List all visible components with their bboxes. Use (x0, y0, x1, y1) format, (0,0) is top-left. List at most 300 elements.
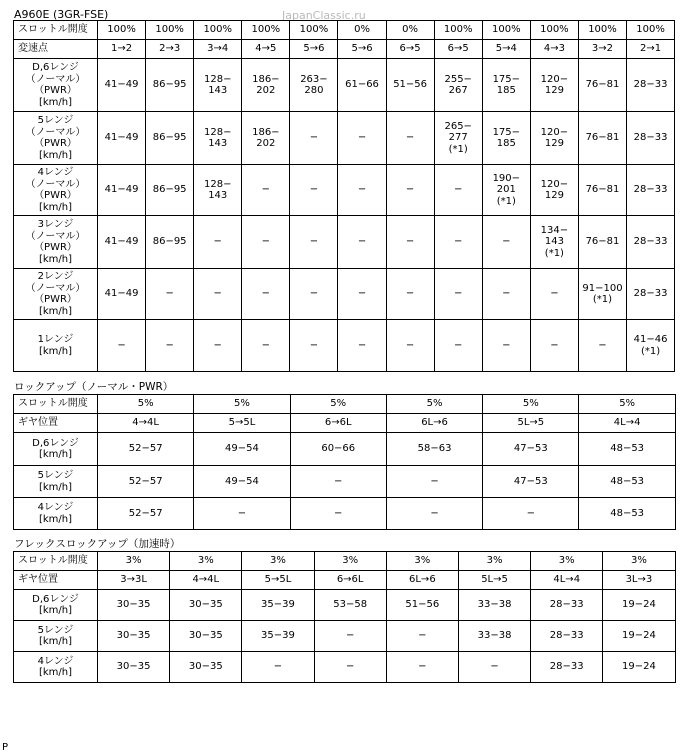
table-cell (146, 112, 194, 165)
table-row (14, 112, 675, 165)
cell-text: 143 (544, 236, 564, 248)
cell-text: 185 (496, 138, 516, 149)
table-cell (242, 165, 290, 216)
cell-text: 175− (492, 126, 521, 138)
header-cell (194, 21, 242, 40)
header-cell (314, 571, 386, 590)
cell-text: − (418, 630, 427, 642)
cell-text: [km/h] (38, 667, 73, 678)
cell-text: 58−63 (417, 443, 452, 455)
cell-text: 263− (300, 73, 328, 85)
cell-text: 28−33 (633, 79, 668, 91)
cell-text: 100% (588, 24, 617, 36)
table-cell (314, 652, 386, 683)
cell-text: 5→5L (228, 417, 256, 429)
cell-text: − (309, 288, 319, 300)
cell-text: 1→2 (110, 43, 133, 55)
table-row (14, 216, 675, 269)
cell-text: (*1) (544, 247, 564, 259)
cell-text: (*1) (592, 294, 613, 305)
table-cell (578, 59, 626, 112)
table-cell (242, 621, 314, 652)
cell-text: 41−46 (633, 334, 668, 345)
table-cell (434, 216, 482, 269)
cell-text: 4→4L (132, 417, 159, 429)
cell-text: 5% (619, 398, 636, 410)
table-cell (531, 590, 603, 621)
cell-text: 30−35 (116, 661, 151, 673)
table-cell (627, 165, 675, 216)
cell-text: （ノーマル） (25, 126, 86, 138)
header-cell (98, 395, 194, 414)
cell-text: − (213, 236, 222, 248)
header-cell (146, 40, 194, 59)
cell-text: 3L→3 (625, 574, 653, 586)
range-label (14, 165, 98, 216)
cell-text: 49−54 (225, 443, 259, 455)
table-cell (290, 320, 338, 372)
cell-text: 265− (444, 120, 472, 132)
table-cell (627, 112, 675, 165)
cell-text: 280 (304, 85, 324, 96)
header-cell (170, 552, 242, 571)
header-cell (98, 21, 146, 40)
cell-text: 6L→6 (421, 417, 448, 429)
header-cell (579, 414, 675, 433)
cell-text: 60−66 (321, 443, 356, 455)
table-cell (386, 466, 482, 498)
lockup-section-title: ロックアップ（ノーマル・PWR） (14, 381, 174, 393)
cell-text: 49−54 (225, 475, 259, 487)
table-cell (578, 165, 626, 216)
header-cell (194, 395, 290, 414)
header-cell (386, 21, 434, 40)
cell-text: 76−81 (585, 132, 620, 144)
range-label (14, 466, 98, 498)
range-label (14, 269, 98, 320)
cell-text: 41−49 (104, 184, 139, 196)
cell-text: − (357, 132, 367, 144)
table-cell (98, 498, 194, 530)
cell-text: 61−66 (345, 79, 379, 91)
cell-text: 100% (492, 24, 521, 36)
cell-text: 120− (540, 178, 569, 190)
table-cell (98, 652, 170, 683)
cell-text: 129 (544, 138, 564, 149)
cell-text: 47−53 (513, 475, 548, 487)
cell-text: 190− (492, 172, 521, 184)
cell-text: 5レンジ (37, 115, 74, 126)
cell-text: − (454, 288, 463, 300)
cell-text: 47−53 (513, 443, 548, 455)
lockup-table (13, 394, 676, 530)
header-label (14, 395, 98, 414)
cell-text: 30−35 (116, 630, 151, 642)
table-cell (290, 165, 338, 216)
cell-text: 100% (203, 24, 233, 36)
header-row (14, 571, 676, 590)
table-cell (386, 433, 482, 466)
table-cell (434, 320, 482, 372)
table-cell (290, 59, 338, 112)
cell-text: − (418, 661, 427, 673)
cell-text: 3→3L (120, 574, 147, 586)
cell-text: − (334, 507, 343, 519)
cell-text: (*1) (448, 143, 468, 155)
header-cell (170, 571, 242, 590)
cell-text: − (309, 236, 319, 248)
cell-text: − (261, 236, 271, 248)
table-cell (194, 433, 290, 466)
table-cell (530, 59, 578, 112)
table-cell (386, 216, 434, 269)
cell-text: 76−81 (585, 184, 620, 196)
cell-text: − (502, 236, 511, 248)
table-cell (98, 269, 146, 320)
table-cell (530, 320, 578, 372)
page-marker: P (2, 742, 9, 753)
table-cell (194, 269, 242, 320)
table-row (14, 269, 675, 320)
header-cell (530, 21, 578, 40)
table-cell (98, 320, 146, 372)
cell-text: 255− (444, 73, 472, 85)
cell-text: − (526, 507, 536, 519)
table-cell (482, 112, 530, 165)
header-cell (146, 21, 194, 40)
cell-text: 186− (252, 126, 280, 138)
cell-text: (*1) (496, 195, 516, 207)
table-cell (98, 621, 170, 652)
table-cell (434, 112, 482, 165)
cell-text: [km/h] (38, 605, 73, 616)
cell-text: D,6レンジ (32, 593, 79, 605)
cell-text: 5L→5 (481, 574, 508, 586)
cell-text: 2→3 (159, 43, 181, 55)
header-cell (242, 552, 314, 571)
cell-text: 175− (492, 73, 521, 85)
table-cell (386, 269, 434, 320)
table-cell (482, 59, 530, 112)
table-cell (531, 652, 603, 683)
table-cell (242, 320, 290, 372)
cell-text: 100% (299, 24, 329, 36)
table-cell (98, 59, 146, 112)
table-row (14, 590, 676, 621)
cell-text: 5→6 (303, 43, 325, 55)
header-cell (482, 40, 530, 59)
table-cell (146, 59, 194, 112)
cell-text: 267 (448, 85, 468, 96)
header-cell (314, 552, 386, 571)
table-cell (627, 216, 675, 269)
cell-text: 3% (270, 555, 286, 567)
cell-text: 2レンジ (37, 271, 74, 282)
table-row (14, 165, 675, 216)
header-cell (290, 40, 338, 59)
cell-text: − (490, 661, 499, 673)
cell-text: 5% (330, 398, 347, 410)
table-cell (386, 112, 434, 165)
header-label (14, 552, 98, 571)
cell-text: 134− (540, 224, 569, 236)
cell-text: 28−33 (633, 288, 668, 300)
table-cell (434, 165, 482, 216)
table-cell (242, 112, 290, 165)
table-cell (482, 269, 530, 320)
range-label (14, 59, 98, 112)
header-cell (578, 40, 626, 59)
table-cell (98, 165, 146, 216)
table-cell (458, 652, 530, 683)
table-cell (627, 269, 675, 320)
header-cell (603, 552, 675, 571)
table-cell (434, 269, 482, 320)
table-cell (98, 433, 194, 466)
table-cell (338, 165, 386, 216)
header-cell (194, 414, 290, 433)
cell-text: （ノーマル） (25, 178, 86, 190)
table-cell (194, 165, 242, 216)
header-cell (482, 21, 530, 40)
cell-text: − (117, 339, 126, 351)
table-cell (338, 112, 386, 165)
cell-text: 35−39 (261, 630, 295, 642)
cell-text: 3% (342, 555, 359, 567)
cell-text: − (273, 661, 283, 673)
table-cell (482, 320, 530, 372)
cell-text: 19−24 (621, 630, 656, 642)
range-label (14, 621, 98, 652)
cell-text: − (165, 339, 174, 351)
flex-lockup-table (13, 551, 676, 683)
cell-text: 41−49 (104, 79, 139, 91)
cell-text: [km/h] (38, 305, 73, 317)
cell-text: 52−57 (128, 443, 163, 455)
cell-text: 100% (155, 24, 184, 36)
cell-text: 129 (544, 190, 564, 201)
table-cell (531, 621, 603, 652)
table-cell (98, 216, 146, 269)
table-cell (603, 621, 675, 652)
cell-text: [km/h] (38, 201, 73, 213)
cell-text: 28−33 (633, 132, 668, 144)
cell-text: − (357, 184, 367, 196)
cell-text: 0% (354, 24, 370, 36)
cell-text: − (261, 339, 271, 351)
header-cell (98, 414, 194, 433)
cell-text: （ノーマル） (25, 282, 86, 294)
header-cell (627, 21, 675, 40)
cell-text: 5% (522, 398, 539, 410)
cell-text: − (502, 288, 511, 300)
header-cell (483, 414, 579, 433)
cell-text: （PWR） (34, 138, 77, 149)
cell-text: [km/h] (38, 253, 73, 265)
header-cell (627, 40, 675, 59)
cell-text: 185 (496, 85, 516, 96)
header-cell (458, 571, 530, 590)
header-cell (98, 571, 170, 590)
cell-text: 86−95 (152, 132, 187, 144)
table-cell (242, 590, 314, 621)
range-label (14, 590, 98, 621)
table-cell (290, 112, 338, 165)
header-label (14, 414, 98, 433)
cell-text: 6→6L (336, 574, 364, 586)
cell-text: ギヤ位置 (18, 417, 58, 429)
table-cell (578, 216, 626, 269)
cell-text: 6L→6 (409, 574, 436, 586)
header-cell (530, 40, 578, 59)
table-cell (194, 498, 290, 530)
cell-text: − (165, 288, 174, 300)
cell-text: 4L→4 (553, 574, 581, 586)
cell-text: 51−56 (393, 79, 428, 91)
cell-text: 52−57 (128, 507, 163, 519)
table-cell (579, 433, 675, 466)
table-row (14, 652, 676, 683)
header-cell (98, 552, 170, 571)
table-cell (242, 216, 290, 269)
table-row (14, 498, 676, 530)
table-cell (530, 269, 578, 320)
table-cell (627, 320, 675, 372)
table-cell (578, 112, 626, 165)
cell-text: 5→4 (495, 43, 517, 55)
table-cell (170, 652, 242, 683)
cell-text: 4レンジ (37, 502, 74, 513)
cell-text: 52−57 (128, 475, 163, 487)
cell-text: − (598, 339, 607, 351)
table-cell (434, 59, 482, 112)
cell-text: 4レンジ (37, 167, 74, 178)
header-cell (386, 395, 482, 414)
header-row (14, 21, 675, 40)
cell-text: 48−53 (610, 507, 645, 519)
table-cell (386, 59, 434, 112)
table-cell (530, 112, 578, 165)
cell-text: − (430, 475, 439, 487)
header-cell (386, 40, 434, 59)
shift-point-table (13, 20, 675, 372)
header-cell (603, 571, 675, 590)
header-cell (531, 552, 603, 571)
cell-text: 41−49 (104, 132, 139, 144)
cell-text: 5レンジ (37, 624, 74, 636)
header-cell (290, 395, 386, 414)
cell-text: − (345, 630, 355, 642)
table-cell (483, 433, 579, 466)
cell-text: 100% (540, 24, 569, 36)
table-cell (386, 590, 458, 621)
cell-text: − (550, 339, 559, 351)
header-cell (483, 395, 579, 414)
cell-text: スロットル開度 (18, 24, 88, 36)
cell-text: 120− (540, 126, 569, 138)
cell-text: 76−81 (585, 236, 620, 248)
cell-text: 28−33 (549, 661, 584, 673)
cell-text: 53−58 (333, 599, 368, 611)
cell-text: [km/h] (38, 149, 73, 161)
header-cell (434, 40, 482, 59)
table-cell (242, 652, 314, 683)
cell-text: （PWR） (34, 242, 77, 253)
cell-text: 4→3 (543, 43, 565, 55)
cell-text: − (357, 339, 367, 351)
cell-text: − (345, 661, 355, 673)
header-cell (98, 40, 146, 59)
range-label (14, 433, 98, 466)
cell-text: − (454, 339, 463, 351)
cell-text: 5→6 (351, 43, 373, 55)
cell-text: 33−38 (477, 630, 512, 642)
cell-text: （PWR） (34, 294, 77, 305)
cell-text: − (309, 339, 319, 351)
cell-text: （PWR） (34, 85, 77, 96)
cell-text: 5% (234, 398, 250, 410)
cell-text: スロットル開度 (18, 398, 88, 410)
header-label (14, 571, 98, 590)
cell-text: − (405, 184, 415, 196)
flex-lockup-section-title: フレックスロックアップ（加速時） (14, 538, 181, 550)
table-cell (194, 59, 242, 112)
cell-text: 143 (208, 190, 228, 201)
table-cell (170, 590, 242, 621)
range-label (14, 498, 98, 530)
table-cell (482, 165, 530, 216)
header-cell (434, 21, 482, 40)
cell-text: 30−35 (188, 630, 223, 642)
table-cell (242, 59, 290, 112)
cell-text: 143 (208, 85, 228, 96)
table-cell (482, 216, 530, 269)
cell-text: 3→2 (591, 43, 614, 55)
table-cell (194, 216, 242, 269)
cell-text: 6→6L (324, 417, 352, 429)
header-row (14, 395, 676, 414)
table-cell (458, 590, 530, 621)
header-cell (386, 571, 458, 590)
cell-text: 4→5 (255, 43, 277, 55)
table-row (14, 433, 676, 466)
cell-text: [km/h] (38, 481, 73, 493)
cell-text: 120− (540, 73, 569, 85)
table-cell (579, 466, 675, 498)
cell-text: − (357, 288, 367, 300)
cell-text: − (405, 288, 415, 300)
cell-text: 202 (256, 85, 276, 96)
range-label (14, 320, 98, 372)
header-cell (242, 571, 314, 590)
table-cell (338, 269, 386, 320)
cell-text: 19−24 (621, 599, 656, 611)
table-cell (530, 216, 578, 269)
cell-text: 48−53 (610, 475, 645, 487)
cell-text: − (334, 475, 343, 487)
table-cell (98, 112, 146, 165)
cell-text: 30−35 (116, 599, 151, 611)
cell-text: − (261, 288, 271, 300)
cell-text: [km/h] (38, 513, 73, 525)
table-cell (146, 269, 194, 320)
table-cell (146, 216, 194, 269)
table-cell (194, 466, 290, 498)
table-cell (386, 652, 458, 683)
cell-text: 143 (208, 138, 228, 149)
cell-text: D,6レンジ (32, 437, 79, 449)
cell-text: 100% (636, 24, 665, 36)
